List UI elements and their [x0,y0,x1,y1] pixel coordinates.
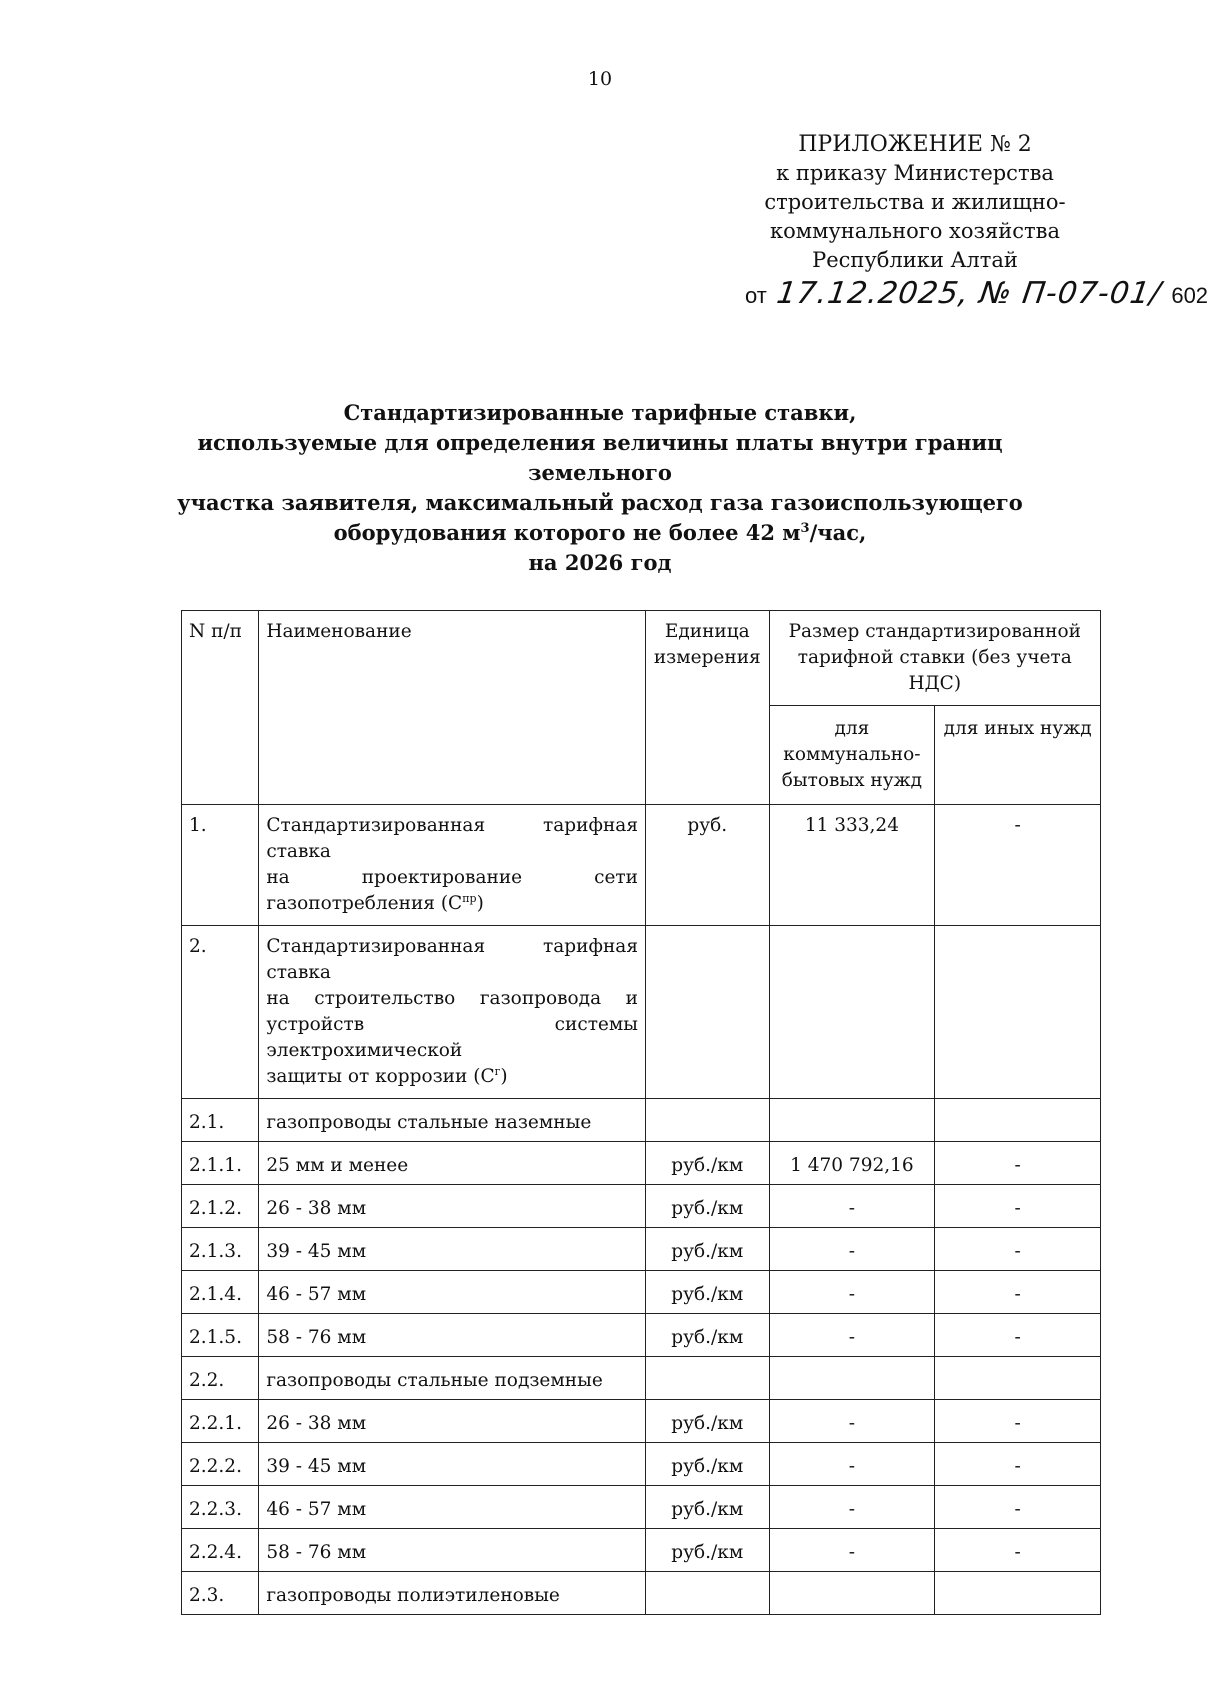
row-name-line: на проектирование сети [266,867,638,888]
row-other: - [935,1400,1101,1443]
row-num: 2.1.5. [182,1314,259,1357]
row-name: 58 - 76 мм [259,1529,646,1572]
handwritten-date: 17.12.2025, № П-07-01/ [774,276,1164,311]
row-name: газопроводы стальные наземные [259,1099,646,1142]
row-unit [646,926,770,1099]
order-date-number [745,276,1208,311]
annex-line: Республики Алтай [812,248,1018,272]
row-name [259,926,646,1099]
row-unit: руб./км [646,1529,770,1572]
page-number: 10 [587,68,613,90]
title-line [160,518,1040,548]
row-household: 1 470 792,16 [769,1142,935,1185]
table-row [182,1185,1101,1228]
row-household: - [769,1486,935,1529]
row-other: - [935,1529,1101,1572]
row-name-line: Стандартизированная тарифная ставка [266,936,638,983]
row-unit [646,1357,770,1400]
row-household: - [769,1185,935,1228]
row-other: - [935,805,1101,926]
row-other [935,1099,1101,1142]
row-name: 39 - 45 мм [259,1228,646,1271]
header-unit: Единица измерения [646,611,770,805]
row-num: 2.1.1. [182,1142,259,1185]
title-line: на 2026 год [528,550,672,575]
row-num: 1. [182,805,259,926]
table-row [182,1357,1101,1400]
row-other: - [935,1314,1101,1357]
row-unit: руб./км [646,1314,770,1357]
row-unit: руб./км [646,1486,770,1529]
table-row [182,1228,1101,1271]
row-household: - [769,1271,935,1314]
row-name-text: газопотребления (С [266,893,463,914]
row-other [935,1572,1101,1615]
table-row [182,1099,1101,1142]
row-name-text: защиты от коррозии (С [266,1066,495,1087]
row-num: 2.2.3. [182,1486,259,1529]
row-name: 46 - 57 мм [259,1271,646,1314]
table-row [182,926,1101,1099]
title-superscript: 3 [800,521,810,536]
table-row [182,1486,1101,1529]
tariff-table [181,610,1101,1615]
row-unit: руб./км [646,1142,770,1185]
row-household: - [769,1400,935,1443]
row-household: - [769,1529,935,1572]
row-name: 25 мм и менее [259,1142,646,1185]
row-unit: руб./км [646,1443,770,1486]
row-name-line: Стандартизированная тарифная ставка [266,815,638,862]
row-name-line: устройств системы электрохимической [266,1014,638,1061]
annex-line: к приказу Министерства [776,161,1054,185]
header-other: для иных нужд [935,706,1101,805]
row-unit: руб./км [646,1271,770,1314]
row-name-superscript: пр [462,891,477,905]
row-num: 2.1. [182,1099,259,1142]
header-name: Наименование [259,611,646,805]
row-name-text: ) [476,893,484,914]
row-name-line [266,1066,507,1087]
table-row [182,1443,1101,1486]
row-name: 26 - 38 мм [259,1185,646,1228]
title-line: используемые для определения величины платы внутри границ земельного [197,430,1003,485]
table-row [182,1529,1101,1572]
table-row [182,1400,1101,1443]
row-unit: руб. [646,805,770,926]
row-household [769,926,935,1099]
row-other: - [935,1185,1101,1228]
row-num: 2.3. [182,1572,259,1615]
annex-title: ПРИЛОЖЕНИЕ № 2 [798,132,1032,157]
table-row [182,805,1101,926]
header-household: для коммунально-бытовых нужд [769,706,935,805]
row-name-text: ) [500,1066,508,1087]
title-line-text: оборудования которого не более 42 м [333,520,801,545]
title-line: Стандартизированные тарифные ставки, [343,400,857,425]
row-num: 2.2. [182,1357,259,1400]
row-num: 2.1.3. [182,1228,259,1271]
row-name-superscript: г [494,1064,501,1078]
row-household: - [769,1443,935,1486]
order-from-label: от [745,283,767,308]
row-household: 11 333,24 [769,805,935,926]
row-unit [646,1572,770,1615]
row-unit [646,1099,770,1142]
row-other: - [935,1271,1101,1314]
row-num: 2.2.1. [182,1400,259,1443]
row-unit: руб./км [646,1228,770,1271]
row-name: 39 - 45 мм [259,1443,646,1486]
table-row [182,1572,1101,1615]
table-row [182,1271,1101,1314]
row-household: - [769,1228,935,1271]
row-num: 2.2.2. [182,1443,259,1486]
row-num: 2.1.4. [182,1271,259,1314]
row-unit: руб./км [646,1185,770,1228]
row-num: 2.2.4. [182,1529,259,1572]
row-num: 2.1.2. [182,1185,259,1228]
row-household [769,1099,935,1142]
header-num: N п/п [182,611,259,805]
row-unit: руб./км [646,1400,770,1443]
title-line: участка заявителя, максимальный расход газа газоиспользующего [177,490,1023,515]
row-name: газопроводы стальные подземные [259,1357,646,1400]
row-other: - [935,1443,1101,1486]
row-other: - [935,1486,1101,1529]
row-name: 46 - 57 мм [259,1486,646,1529]
row-num: 2. [182,926,259,1099]
row-household [769,1572,935,1615]
row-name: газопроводы полиэтиленовые [259,1572,646,1615]
title-line-text: /час, [809,520,867,545]
table-row [182,1142,1101,1185]
row-household: - [769,1314,935,1357]
row-name: 26 - 38 мм [259,1400,646,1443]
row-name-line: на строительство газопровода и [266,988,638,1009]
row-other [935,926,1101,1099]
row-name [259,805,646,926]
row-other [935,1357,1101,1400]
annex-line: коммунального хозяйства [770,219,1060,243]
row-other: - [935,1142,1101,1185]
row-household [769,1357,935,1400]
annex-header [740,130,1090,275]
row-name-line [266,893,483,914]
order-number: 602 [1171,283,1208,308]
row-other: - [935,1228,1101,1271]
row-name: 58 - 76 мм [259,1314,646,1357]
annex-line: строительства и жилищно- [764,190,1066,214]
document-title [160,398,1040,578]
table-row [182,1314,1101,1357]
header-rate: Размер стандартизированной тарифной ставки (без учета НДС) [769,611,1100,706]
table-header-row [182,611,1101,706]
